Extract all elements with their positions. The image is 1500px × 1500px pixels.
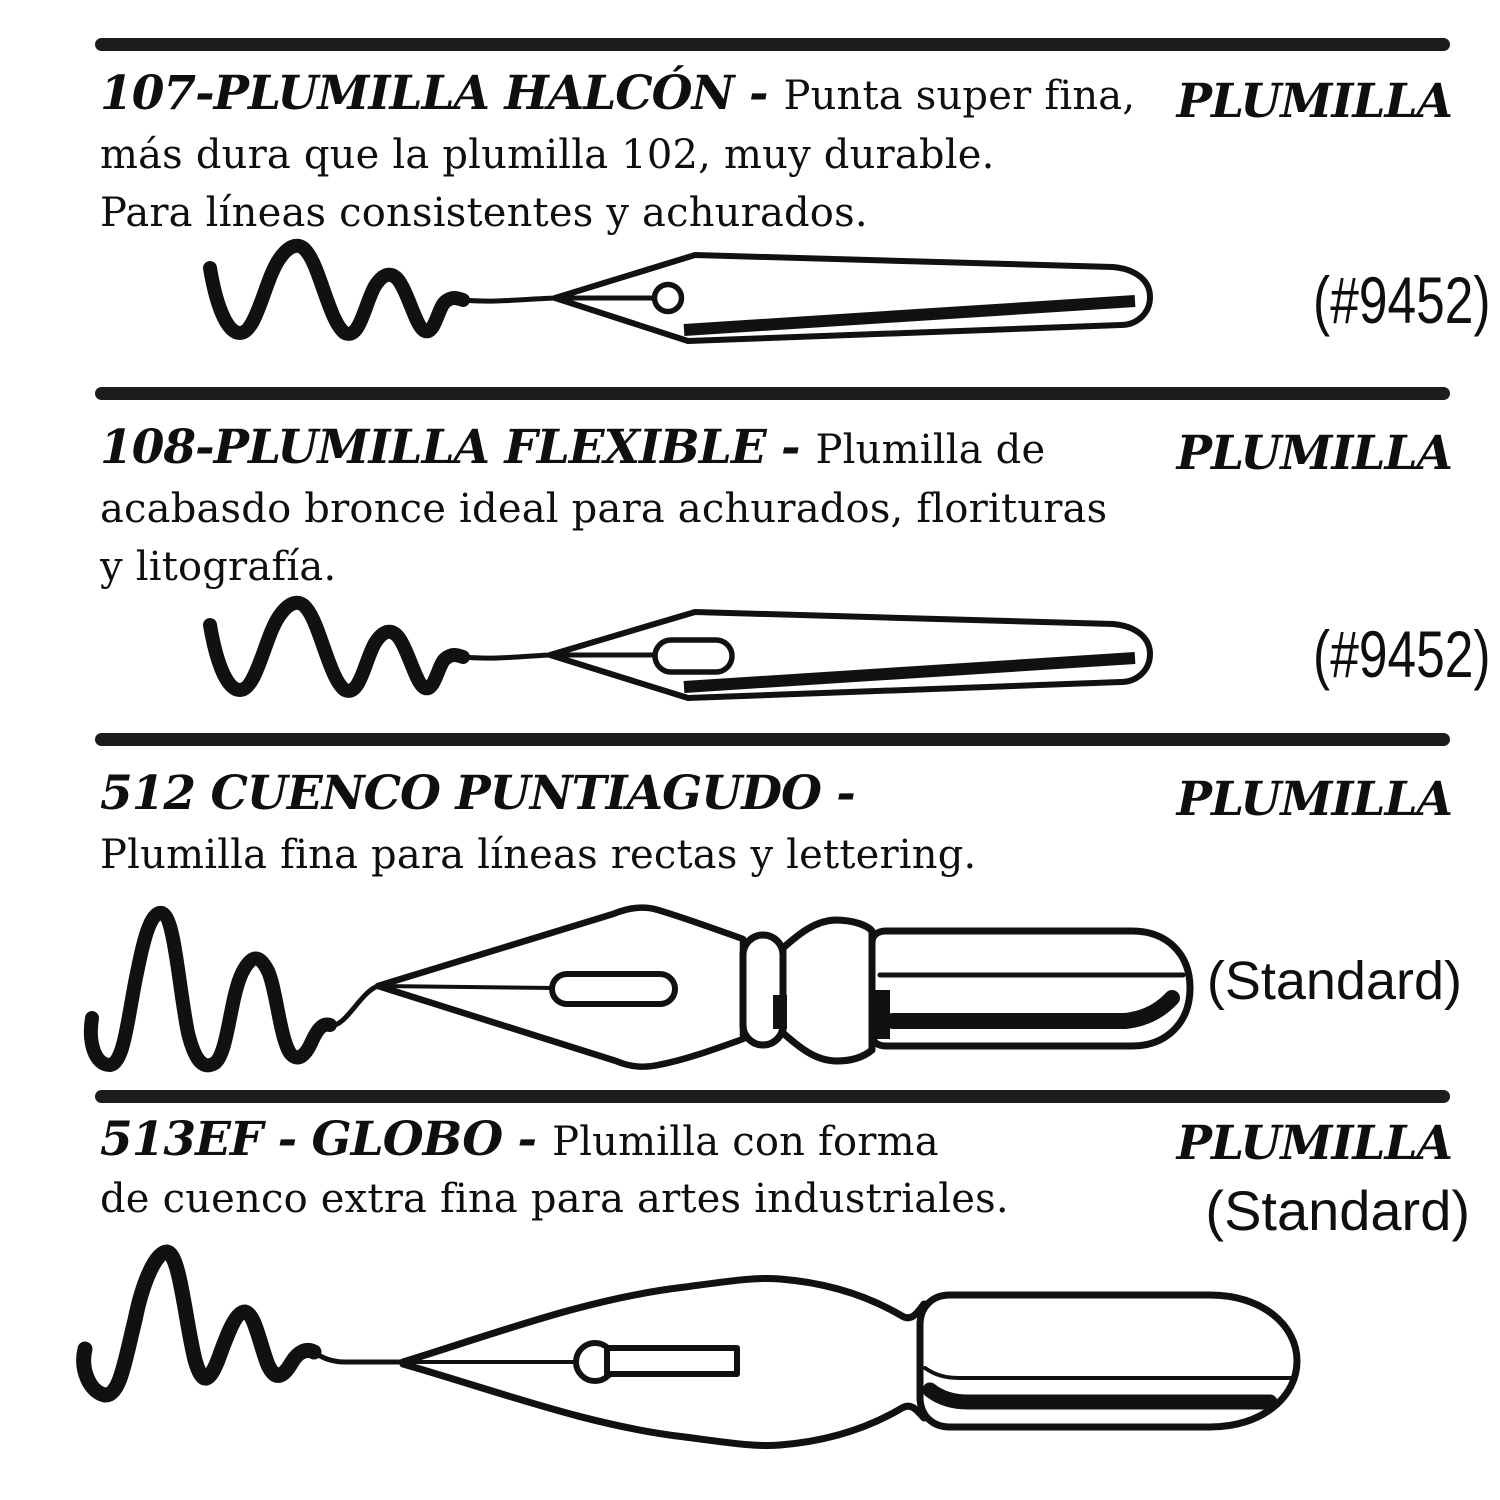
- ink-squiggle: [210, 603, 463, 691]
- section-513-title: 513EF - GLOBO -: [100, 1112, 537, 1167]
- nib-illustration-107: [195, 228, 1155, 368]
- section-513-model-code: (Standard): [1205, 1179, 1470, 1242]
- section-107-category-label: PLUMILLA: [1176, 74, 1452, 129]
- section-108-model-code: (#9452): [1312, 617, 1490, 691]
- divider-rule-4: [95, 1090, 1450, 1103]
- section-107-desc-line: Para líneas consistentes y achurados.: [100, 190, 868, 236]
- section-108-intro: Plumilla de: [815, 427, 1046, 473]
- nib-vent-slot: [552, 974, 675, 1004]
- section-512-title: 512 CUENCO PUNTIAGUDO -: [100, 766, 855, 821]
- section-513-intro: Plumilla con forma: [552, 1119, 939, 1165]
- nib-vent-slot: [655, 640, 732, 672]
- section-107-title-line: [100, 66, 1135, 121]
- nib-illustration-513: [70, 1240, 1310, 1490]
- ink-squiggle-tail: [463, 655, 550, 658]
- section-107-intro: Punta super fina,: [783, 73, 1136, 119]
- section-512-desc-line: Plumilla fina para líneas rectas y lettering.: [100, 832, 977, 878]
- ink-squiggle: [84, 1252, 314, 1395]
- section-107-model-code: (#9452): [1312, 263, 1490, 337]
- ferrule-shadow: [773, 995, 787, 1029]
- section-513-desc-line: de cuenco extra fina para artes industriales.: [100, 1176, 1009, 1222]
- section-512-title-line: [100, 766, 855, 821]
- ink-squiggle: [210, 246, 463, 334]
- nib-illustration-108: [195, 585, 1155, 725]
- section-512-category-label: PLUMILLA: [1176, 772, 1452, 827]
- section-108-desc-line: y litografía.: [100, 544, 337, 590]
- ink-squiggle-tail: [330, 986, 378, 1025]
- ink-squiggle: [91, 913, 330, 1065]
- ink-squiggle-tail: [314, 1352, 403, 1362]
- divider-rule-1: [95, 38, 1450, 51]
- section-513-category-label: PLUMILLA: [1176, 1116, 1452, 1171]
- holder-bell: [783, 920, 872, 1061]
- section-108-title-line: [100, 420, 1045, 475]
- nib-keyhole-slot: [607, 1348, 737, 1374]
- section-107-title: 107-PLUMILLA HALCÓN -: [100, 66, 768, 121]
- nib-vent-hole: [655, 285, 682, 312]
- ink-squiggle-tail: [463, 298, 555, 301]
- nib-slit-line: [378, 986, 555, 988]
- nib-illustration-512: [80, 893, 1205, 1088]
- holder-notch-shadow: [875, 990, 890, 1039]
- section-513-title-line: [100, 1112, 939, 1167]
- section-108-category-label: PLUMILLA: [1176, 426, 1452, 481]
- divider-rule-2: [95, 387, 1450, 400]
- section-107-desc-line: más dura que la plumilla 102, muy durable.: [100, 132, 995, 178]
- section-512-model-code: (Standard): [1206, 951, 1462, 1011]
- section-108-desc-line: acabasdo bronce ideal para achurados, florituras: [100, 486, 1108, 532]
- divider-rule-3: [95, 733, 1450, 746]
- section-108-title: 108-PLUMILLA FLEXIBLE -: [100, 420, 800, 475]
